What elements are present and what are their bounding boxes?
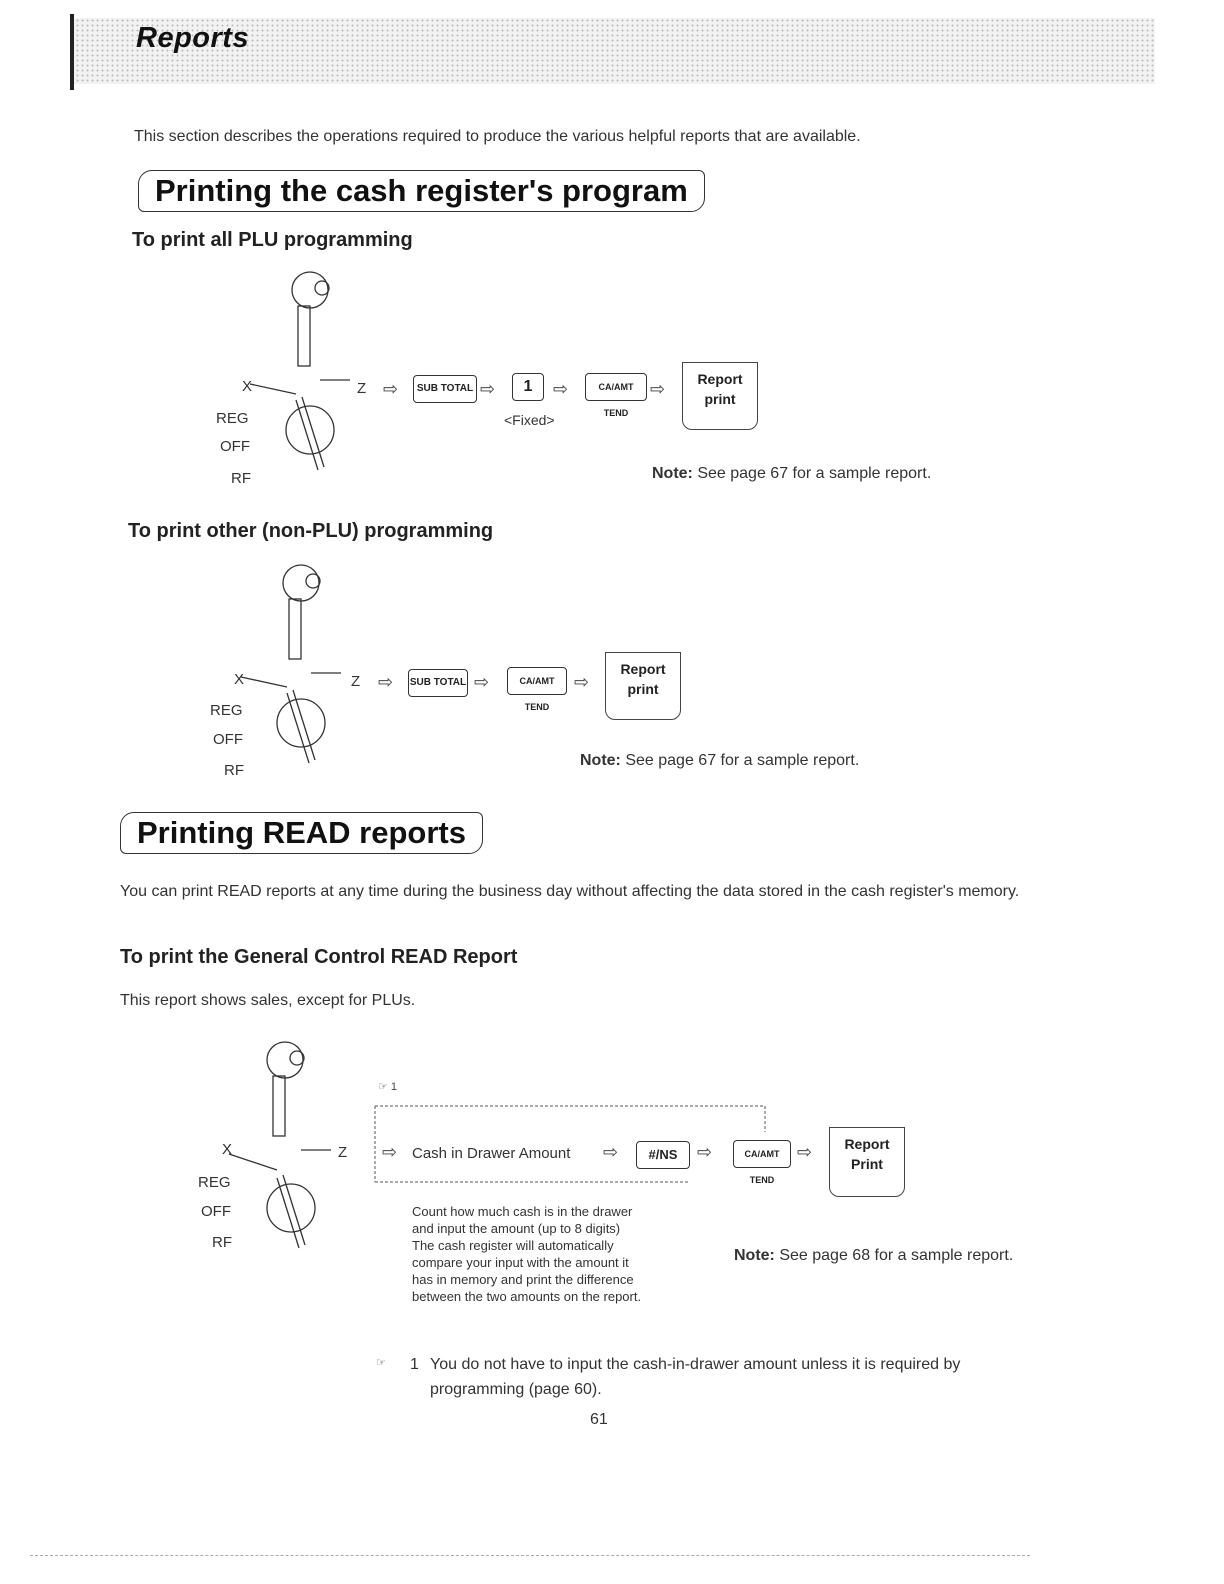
report-print-box xyxy=(682,362,758,430)
mode-reg-label: REG xyxy=(210,702,243,719)
report-print-box xyxy=(829,1127,905,1197)
optional-loop-lines xyxy=(370,1082,770,1192)
read-intro: You can print READ reports at any time during the business day without affecting the data stored in the cash register's memory. xyxy=(120,883,1020,900)
mode-reg-label: REG xyxy=(198,1174,231,1191)
footnote-ref-number: 1 xyxy=(390,1081,398,1093)
mode-switch-diagram-3 xyxy=(195,1040,348,1260)
mode-x-label: X xyxy=(242,378,253,395)
mode-off-label: OFF xyxy=(201,1203,231,1220)
footnote-line2: programming (page 60). xyxy=(430,1381,602,1398)
footnote-number: 1 xyxy=(410,1356,419,1373)
note-general-control xyxy=(734,1247,1013,1265)
note-plu xyxy=(652,465,931,483)
note-text: See page 67 for a sample report. xyxy=(625,752,860,769)
report-print-box xyxy=(605,652,681,720)
header-bar xyxy=(70,14,74,90)
arrow-icon: ⇨ xyxy=(382,1142,398,1162)
cash-explanation xyxy=(412,1203,732,1305)
ca-amt-tend-key: CA/AMT TEND xyxy=(733,1140,791,1168)
ca-amt-tend-key: CA/AMT TEND xyxy=(585,373,647,401)
page-title: Reports xyxy=(136,22,250,54)
explain-line: compare your input with the amount it xyxy=(412,1255,629,1270)
mode-rf-label: RF xyxy=(224,762,244,779)
arrow-icon: ⇨ xyxy=(797,1142,813,1162)
footnote-ref-mark: ☞ 1 xyxy=(378,1081,398,1093)
footnote-mark-icon: ☞ xyxy=(376,1357,386,1369)
explain-line: Count how much cash is in the drawer xyxy=(412,1204,633,1219)
report-line1: Report xyxy=(697,371,743,387)
mode-rf-label: RF xyxy=(231,470,251,487)
mode-switch-diagram-1 xyxy=(210,270,360,490)
cash-in-drawer-label: Cash in Drawer Amount xyxy=(412,1145,571,1162)
note-label: Note: xyxy=(652,465,693,482)
page-number: 61 xyxy=(590,1411,608,1428)
note-text: See page 67 for a sample report. xyxy=(697,465,932,482)
mode-rf-label: RF xyxy=(212,1234,232,1251)
mode-z-label: Z xyxy=(357,380,367,397)
footer-rule xyxy=(30,1555,1030,1557)
section-title-program: Printing the cash register's program xyxy=(138,170,705,212)
note-text: See page 68 for a sample report. xyxy=(779,1247,1014,1264)
mode-off-label: OFF xyxy=(220,438,250,455)
report-line2: print xyxy=(704,391,736,407)
mode-x-label: X xyxy=(222,1141,233,1158)
mode-reg-label: REG xyxy=(216,410,249,427)
mode-x-label: X xyxy=(234,671,245,688)
general-control-desc: This report shows sales, except for PLUs. xyxy=(120,992,416,1009)
arrow-icon: ⇨ xyxy=(697,1142,713,1162)
mode-z-label: Z xyxy=(351,673,361,690)
intro-text: This section describes the operations required to produce the various helpful reports that are available. xyxy=(134,128,861,145)
fixed-label: <Fixed> xyxy=(504,412,555,428)
arrow-icon: ⇨ xyxy=(480,379,496,399)
subhead-general-control: To print the General Control READ Report xyxy=(120,946,518,968)
footnote-line1: You do not have to input the cash-in-drawer amount unless it is required by xyxy=(430,1356,961,1373)
report-line2: Print xyxy=(851,1156,883,1172)
arrow-icon: ⇨ xyxy=(574,672,590,692)
explain-line: and input the amount (up to 8 digits) xyxy=(412,1221,621,1236)
mode-switch-diagram-2 xyxy=(205,563,355,783)
key-1: 1 xyxy=(512,373,544,401)
arrow-icon: ⇨ xyxy=(553,379,569,399)
report-line1: Report xyxy=(844,1136,890,1152)
subhead-non-plu: To print other (non-PLU) programming xyxy=(128,520,494,542)
subtotal-key: SUB TOTAL xyxy=(413,375,477,403)
mode-off-label: OFF xyxy=(213,731,243,748)
report-line2: print xyxy=(627,681,659,697)
note-non-plu xyxy=(580,752,859,770)
mode-z-label: Z xyxy=(338,1144,348,1161)
explain-line: has in memory and print the difference xyxy=(412,1272,634,1287)
arrow-icon: ⇨ xyxy=(650,379,666,399)
arrow-icon: ⇨ xyxy=(378,672,394,692)
note-label: Note: xyxy=(734,1247,775,1264)
note-label: Note: xyxy=(580,752,621,769)
arrow-icon: ⇨ xyxy=(383,379,399,399)
arrow-icon: ⇨ xyxy=(603,1142,619,1162)
explain-line: The cash register will automatically xyxy=(412,1238,614,1253)
explain-line: between the two amounts on the report. xyxy=(412,1289,642,1304)
arrow-icon: ⇨ xyxy=(474,672,490,692)
section-title-read: Printing READ reports xyxy=(120,812,483,854)
report-line1: Report xyxy=(620,661,666,677)
ns-key: #/NS xyxy=(636,1141,690,1169)
subhead-plu: To print all PLU programming xyxy=(132,229,413,251)
ca-amt-tend-key: CA/AMT TEND xyxy=(507,667,567,695)
subtotal-key: SUB TOTAL xyxy=(408,669,468,697)
